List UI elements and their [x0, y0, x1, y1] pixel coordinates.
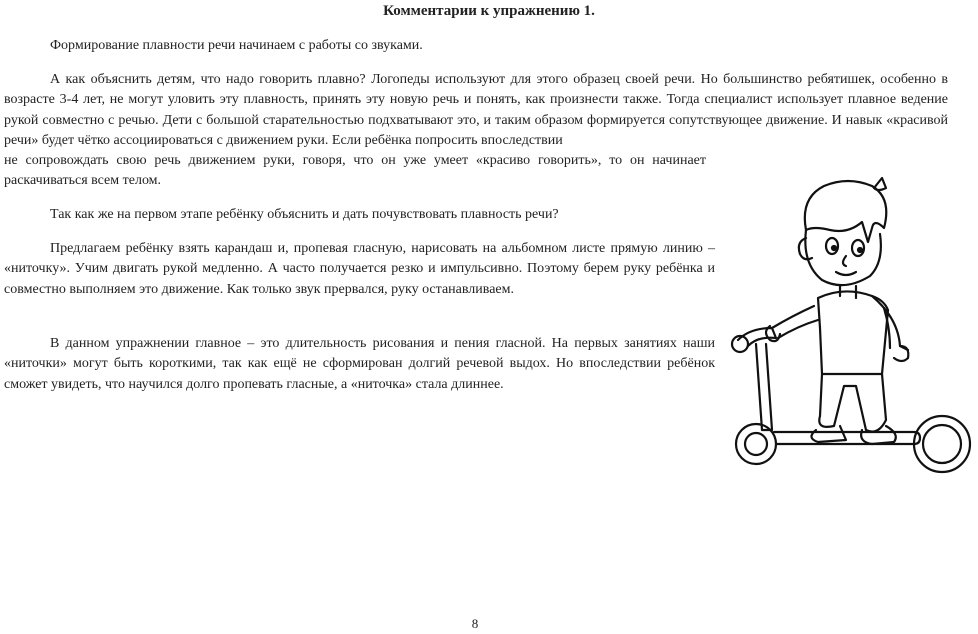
paragraph-question: Так как же на первом этапе ребёнку объяснить и дать почувствовать плавность речи?	[50, 207, 559, 222]
paragraph-explain: А как объяснить детям, что надо говорить плавно? Логопеды используют для этого образец своей речи. Но большинство ребятишек, особенно в возрасте 3-4 лет, не могут уловить эту плавность, принять эту новую речь и понять, как произнести также. Тогда специалист использует плавное ведение рукой совместно с речью. Дети с большой старательностью подхватывают это, и таким образом формируется сопутствующее движение. И навык «красивой речи» будет чётко ассоциироваться с движением руки. Если ребёнка попросить впоследствии	[4, 72, 948, 149]
paragraph-continuation: не сопровождать свою речь движением руки, говоря, что он уже умеет «красиво говорить», то он начинает раскачиваться всем телом.	[4, 153, 706, 189]
paragraph-method: Предлагаем ребёнку взять карандаш и, пропевая гласную, нарисовать на альбомном листе прямую линию – «ниточку». Учим двигать рукой медленно. А часто получается резко и импульсивно. Поэтому берем руку ребёнка и совместно выполняем это движение. Как только звук прервался, руку останавливаем.	[4, 241, 715, 297]
paragraph-main: В данном упражнении главное – это длительность рисования и пения гласной. На первых занятиях наши «ниточки» могут быть короткими, так как ещё не сформирован долгий речевой выдох. Но впоследствии ребёнок сможет увидеть, что научился долго пропевать гласные, а «ниточка» стала длиннее.	[4, 336, 715, 392]
page-number: 8	[471, 616, 479, 631]
boy-on-scooter-illustration	[722, 168, 978, 478]
page-title: Комментарии к упражнению 1.	[383, 3, 595, 19]
paragraph-intro: Формирование плавности речи начинаем с работы со звуками.	[50, 38, 423, 53]
